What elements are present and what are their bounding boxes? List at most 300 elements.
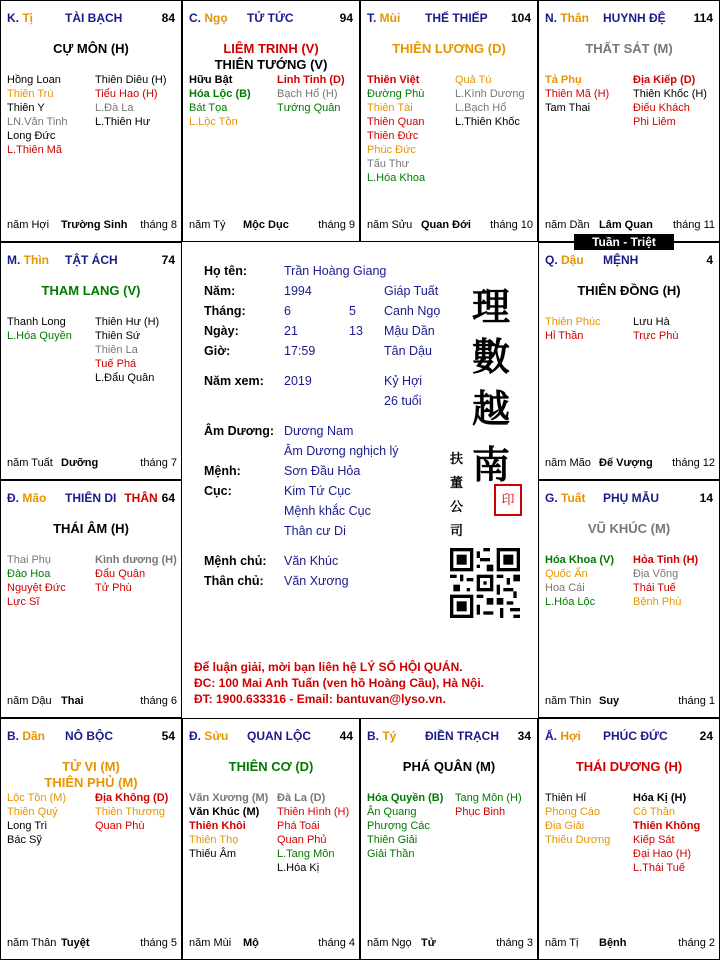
minor-star: Kình dương (H) — [95, 554, 177, 566]
palace-cell-ty[interactable] — [360, 718, 538, 960]
main-stars — [539, 521, 719, 537]
chi-label: Mão — [22, 491, 47, 505]
main-star: THIÊN TƯỚNG (V) — [214, 57, 328, 72]
minor-star: Thiên Mã (H) — [545, 88, 610, 100]
palace-name: PHỤ MẪU — [603, 491, 659, 505]
can-chi — [7, 491, 46, 505]
palace-header — [367, 11, 531, 27]
month-label: tháng 8 — [140, 219, 177, 231]
minor-star: Đào Hoa — [7, 568, 51, 580]
minor-star: Văn Khúc (M) — [189, 806, 260, 818]
minor-star: L.Hóa Kị — [277, 862, 320, 874]
life-stage: Tử — [421, 937, 436, 949]
minor-star: Long Đức — [7, 130, 56, 142]
minor-star: Thiên Khốc (H) — [633, 88, 707, 100]
minor-star: Hồng Loan — [7, 74, 61, 86]
palace-number: 104 — [510, 11, 531, 25]
main-star: CỰ MÔN (H) — [53, 41, 129, 56]
palace-number: 44 — [339, 729, 353, 743]
minor-star: Tiểu Hao (H) — [95, 88, 158, 100]
minor-star: Phi Liêm — [633, 116, 676, 128]
stars-column-right — [633, 553, 698, 609]
stars-column-right — [277, 791, 349, 875]
contact-address: ĐC: 100 Mai Anh Tuấn (ven hồ Hoàng Cầu), Hà Nội. — [194, 676, 485, 690]
minor-star: Thiên Đức — [367, 130, 419, 142]
palace-number: 24 — [699, 729, 713, 743]
stars-column-right — [95, 791, 168, 833]
year-label: năm Mão — [545, 457, 591, 469]
minor-star: L.Đẩu Quân — [95, 372, 155, 384]
can-chi — [189, 729, 228, 743]
palace-header — [367, 729, 531, 745]
palace-footer — [367, 219, 533, 233]
palace-footer — [7, 937, 177, 951]
chi-label: Sửu — [204, 729, 229, 743]
stars-column-left — [7, 553, 66, 609]
stars-column-right — [95, 315, 159, 385]
chi-label: Tuất — [561, 491, 586, 505]
palace-header — [545, 11, 713, 27]
minor-star: Tử Phù — [95, 582, 132, 594]
can-label: N. — [545, 11, 561, 25]
palace-name: PHÚC ĐỨC — [603, 729, 668, 743]
palace-footer — [367, 937, 533, 951]
minor-star: L.Hóa Quyền — [7, 330, 72, 342]
minor-star: Trực Phù — [633, 330, 679, 342]
chi-label: Tị — [22, 11, 34, 25]
stars-column-right — [95, 553, 177, 595]
chi-label: Mùi — [379, 11, 401, 25]
palace-name: TÀI BẠCH — [65, 11, 123, 25]
minor-star: Điếu Khách — [633, 102, 690, 114]
palace-name: NÔ BỘC — [65, 729, 113, 743]
than-marker: THÂN — [124, 491, 158, 505]
seal-sub-3: 公 — [450, 500, 464, 515]
minor-star: Phong Cáo — [545, 806, 601, 818]
center-info-panel — [182, 242, 538, 718]
month-label: tháng 12 — [672, 457, 715, 469]
palace-cell-thin[interactable] — [0, 242, 182, 480]
palace-cell-suu[interactable] — [182, 718, 360, 960]
chi-label: Hợi — [560, 729, 581, 743]
amduong-value: Dương Nam — [284, 424, 354, 438]
minor-star: Thiên Giải — [367, 834, 418, 846]
minor-star: Bát Tọa — [189, 102, 228, 114]
chi-label: Thân — [560, 11, 590, 25]
life-stage: Trường Sinh — [61, 219, 128, 231]
minor-star: Thai Phụ — [7, 554, 52, 566]
month-label: tháng 6 — [140, 695, 177, 707]
stars-column-right — [633, 73, 707, 129]
palace-number: 74 — [161, 253, 175, 267]
minor-star: Tuế Phá — [95, 358, 137, 370]
minor-star: Linh Tinh (D) — [277, 74, 345, 86]
year-label: năm Thìn — [545, 695, 592, 707]
palace-header — [189, 11, 353, 27]
main-stars — [183, 759, 359, 775]
minor-star: Thiên Y — [7, 102, 45, 114]
minor-star: Lưu Hà — [633, 316, 670, 328]
than-cu: Thân cư Di — [284, 524, 346, 538]
minor-star: L.Thái Tuế — [633, 862, 685, 874]
life-stage: Mộc Dục — [243, 219, 289, 231]
palace-footer — [7, 457, 177, 471]
view-year-value: 2019 — [284, 374, 312, 388]
palace-header — [7, 253, 175, 269]
tuan-triet-tag: Tuần - Triệt — [574, 234, 674, 250]
year-label: năm Sửu — [367, 219, 413, 231]
minor-star: Thiên Hình (H) — [277, 806, 350, 818]
stars-column-right — [277, 73, 345, 115]
minor-star: Bác Sỹ — [7, 834, 42, 846]
minor-star: Thiên Hỉ — [545, 792, 586, 804]
minor-star: Hóa Kị (H) — [633, 792, 687, 804]
main-star: PHÁ QUÂN (M) — [402, 759, 496, 774]
day-can: Mậu Dần — [384, 324, 435, 338]
palace-footer — [7, 219, 177, 233]
palace-cell-mui[interactable] — [360, 0, 538, 242]
stars-column-left — [7, 73, 68, 157]
palace-header — [7, 491, 175, 507]
minor-star: Giải Thần — [367, 848, 415, 860]
can-chi — [189, 11, 228, 25]
palace-footer — [189, 219, 355, 233]
month-label: tháng 10 — [490, 219, 533, 231]
minor-star: Văn Xương (M) — [189, 792, 269, 804]
minor-star: Hoa Cái — [545, 582, 585, 594]
minor-star: Đại Hao (H) — [633, 848, 692, 860]
month-label: tháng 3 — [496, 937, 533, 949]
minor-star: Tướng Quân — [277, 102, 341, 114]
minor-star: Tấu Thư — [367, 158, 410, 170]
can-label: C. — [189, 11, 205, 25]
minor-star: Hóa Lộc (B) — [189, 88, 251, 100]
life-stage: Đế Vượng — [599, 457, 653, 469]
view-year-label: Năm xem: — [204, 374, 264, 388]
stars-column-right — [455, 791, 522, 819]
year-label: năm Dần — [545, 219, 590, 231]
can-chi — [7, 729, 45, 743]
minor-star: L.Thiên Hư — [95, 116, 151, 128]
palace-footer — [7, 695, 177, 709]
palace-header — [189, 729, 353, 745]
main-star: THẤT SÁT (M) — [585, 41, 673, 56]
day-value: 21 — [284, 324, 298, 338]
month-label: tháng 1 — [678, 695, 715, 707]
minor-star: Quả Tú — [455, 74, 492, 86]
palace-header — [545, 491, 713, 507]
year-label: năm Tý — [189, 219, 226, 231]
palace-number: 34 — [517, 729, 531, 743]
stars-column-left — [189, 73, 251, 129]
palace-cell-than[interactable] — [538, 0, 720, 242]
minor-star: Tang Môn (H) — [455, 792, 522, 804]
main-stars — [361, 759, 537, 775]
month-lunar: 5 — [349, 304, 356, 318]
name-value: Trần Hoàng Giang — [284, 264, 387, 278]
seal-char-3: 越 — [472, 386, 511, 431]
main-star: THIÊN CƠ (D) — [228, 759, 314, 774]
life-stage: Dưỡng — [61, 457, 99, 469]
month-label: tháng 11 — [672, 219, 715, 231]
palace-number: 84 — [161, 11, 175, 25]
thanchu-value: Văn Xương — [284, 574, 349, 588]
can-label: B. — [367, 729, 383, 743]
minor-star: Thiên Diêu (H) — [95, 74, 167, 86]
can-chi — [7, 253, 49, 267]
stars-column-left — [545, 553, 614, 609]
day-label: Ngày: — [204, 324, 239, 338]
minor-star: Bệnh Phù — [633, 596, 682, 608]
stars-column-left — [367, 73, 425, 185]
month-label: tháng 2 — [678, 937, 715, 949]
hour-value: 17:59 — [284, 344, 316, 358]
palace-cell-ngo[interactable] — [182, 0, 360, 242]
minor-star: Thiên Phúc — [545, 316, 601, 328]
stars-column-left — [367, 791, 443, 861]
month-label: tháng 7 — [140, 457, 177, 469]
minor-star: Thiếu Âm — [189, 848, 237, 860]
year-label: năm Mùi — [189, 937, 232, 949]
minor-star: Thiên Thọ — [189, 834, 239, 846]
contact-line-1: Để luận giải, mời bạn liên hệ LÝ SỐ HỘI QUÁN. — [194, 660, 463, 674]
palace-header — [545, 729, 713, 745]
main-stars — [539, 283, 719, 299]
year-value: 1994 — [284, 284, 312, 298]
palace-cell-dan[interactable] — [0, 718, 182, 960]
minor-star: Quốc Ấn — [545, 568, 588, 580]
stars-column-left — [545, 791, 610, 847]
seal-sub-2: 董 — [450, 476, 464, 491]
stars-column-left — [7, 791, 66, 847]
minor-star: Thanh Long — [7, 316, 66, 328]
stars-column-right — [95, 73, 167, 129]
seal-char-2: 數 — [472, 334, 511, 379]
age-value: 26 tuổi — [384, 394, 422, 408]
chi-label: Dần — [22, 729, 46, 743]
minor-star: Thiên Việt — [367, 74, 420, 86]
qr-code-icon[interactable] — [450, 548, 520, 618]
cuc-note: Mệnh khắc Cục — [284, 504, 371, 518]
palace-number: 54 — [161, 729, 175, 743]
palace-footer — [545, 695, 715, 709]
minor-star: Thiên Quý — [7, 806, 58, 818]
can-label: Ấ. — [545, 729, 561, 743]
minor-star: Hỉ Thần — [545, 330, 584, 342]
month-value: 6 — [284, 304, 291, 318]
chi-label: Dậu — [561, 253, 584, 267]
minor-star: Thiên Khôi — [189, 820, 246, 832]
seal-sub-4: 司 — [450, 524, 464, 539]
minor-star: Quan Phủ — [277, 834, 327, 846]
minor-star: Bạch Hổ (H) — [277, 88, 338, 100]
minor-star: Cô Thần — [633, 806, 675, 818]
minor-star: Thiên Thương — [95, 806, 166, 818]
minor-star: Thái Tuế — [633, 582, 676, 594]
amduong-note: Âm Dương nghịch lý — [284, 444, 399, 458]
minor-star: LN.Văn Tinh — [7, 116, 68, 128]
palace-cell-ti[interactable] — [0, 0, 182, 242]
palace-number: 114 — [693, 11, 713, 25]
palace-name: THẾ THIẾP — [425, 11, 488, 25]
minor-star: Thiên Không — [633, 820, 701, 832]
can-label: T. — [367, 11, 380, 25]
main-star: TỬ VI (M) — [62, 759, 120, 774]
menhchu-value: Văn Khúc — [284, 554, 339, 568]
main-star: THIÊN ĐỒNG (H) — [577, 283, 681, 298]
minor-star: Lực Sĩ — [7, 596, 40, 608]
palace-footer — [545, 219, 715, 233]
can-chi — [545, 491, 585, 505]
minor-star: L.Hóa Khoa — [367, 172, 426, 184]
life-stage: Mộ — [243, 937, 259, 949]
main-star: LIÊM TRINH (V) — [223, 41, 319, 56]
minor-star: Lộc Tồn (M) — [7, 792, 67, 804]
hour-label: Giờ: — [204, 344, 231, 358]
minor-star: Thiên Tài — [367, 102, 413, 114]
seal-sub-1: 扶 — [450, 452, 464, 467]
can-chi — [367, 11, 400, 25]
view-year-can: Kỷ Hợi — [384, 374, 423, 388]
stars-column-left — [189, 791, 268, 861]
main-star: THIÊN LƯƠNG (D) — [392, 41, 506, 56]
stars-column-left — [545, 73, 609, 115]
minor-star: Nguyệt Đức — [7, 582, 66, 594]
can-chi — [545, 11, 589, 25]
year-label: năm Tị — [545, 937, 579, 949]
minor-star: Thiên La — [95, 344, 138, 356]
can-chi — [367, 729, 396, 743]
palace-name: THIÊN DI THÂN — [65, 491, 158, 505]
minor-star: Địa Võng — [633, 568, 679, 580]
menh-label: Mệnh: — [204, 464, 241, 478]
can-label: M. — [7, 253, 24, 267]
palace-header — [7, 11, 175, 27]
minor-star: Hóa Khoa (V) — [545, 554, 615, 566]
can-label: K. — [7, 11, 23, 25]
minor-star: L.Kình Dương — [455, 88, 525, 100]
palace-header — [545, 253, 713, 269]
can-chi — [545, 253, 584, 267]
can-chi — [7, 11, 33, 25]
chi-label: Thìn — [23, 253, 49, 267]
minor-star: Đà La (D) — [277, 792, 326, 804]
can-label: G. — [545, 491, 562, 505]
contact-phone-email[interactable]: ĐT: 1900.633316 - Email: bantuvan@lyso.vn. — [194, 692, 446, 706]
minor-star: Phá Toái — [277, 820, 320, 832]
minor-star: Tam Thai — [545, 102, 591, 114]
minor-star: Thiên Quan — [367, 116, 425, 128]
minor-star: Kiếp Sát — [633, 834, 675, 846]
minor-star: L.Tang Môn — [277, 848, 335, 860]
menh-value: Sơn Đầu Hỏa — [284, 464, 361, 478]
minor-star: L.Thiên Khốc — [455, 116, 520, 128]
palace-cell-hoi[interactable] — [538, 718, 720, 960]
minor-star: Phúc Đức — [367, 144, 416, 156]
month-label: tháng 9 — [318, 219, 355, 231]
minor-star: L.Hóa Lộc — [545, 596, 596, 608]
minor-star: Quan Phù — [95, 820, 145, 832]
can-label: Q. — [545, 253, 562, 267]
stars-column-left — [7, 315, 72, 343]
minor-star: Địa Không (D) — [95, 792, 169, 804]
minor-star: Tả Phụ — [545, 74, 582, 86]
minor-star: Địa Kiếp (D) — [633, 74, 696, 86]
minor-star: Hữu Bật — [189, 74, 233, 86]
palace-number: 4 — [706, 253, 713, 267]
minor-star: Phượng Các — [367, 820, 430, 832]
stars-column-right — [633, 315, 678, 343]
minor-star: Địa Giải — [545, 820, 585, 832]
minor-star: L.Bạch Hổ — [455, 102, 507, 114]
palace-number: 64 — [161, 491, 175, 505]
minor-star: L.Thiên Mã — [7, 144, 63, 156]
year-label: năm Hợi — [7, 219, 50, 231]
palace-cell-dau[interactable] — [538, 242, 720, 480]
palace-header — [7, 729, 175, 745]
minor-star: L.Lộc Tồn — [189, 116, 238, 128]
stars-column-right — [455, 73, 525, 129]
minor-star: Thiếu Dương — [545, 834, 611, 846]
main-star: THAM LANG (V) — [41, 283, 141, 298]
palace-cell-mao[interactable] — [0, 480, 182, 718]
main-stars — [361, 41, 537, 57]
year-label: năm Dậu — [7, 695, 52, 707]
hour-can: Tân Dậu — [384, 344, 432, 358]
palace-number: 94 — [339, 11, 353, 25]
minor-star: Long Trì — [7, 820, 48, 832]
main-stars — [539, 759, 719, 775]
palace-name: MỆNH — [603, 253, 639, 267]
can-label: Đ. — [189, 729, 205, 743]
minor-star: Thiên Trù — [7, 88, 54, 100]
year-label: Năm: — [204, 284, 236, 298]
can-label: B. — [7, 729, 23, 743]
main-star: THIÊN PHỦ (M) — [44, 775, 138, 790]
main-stars — [1, 521, 181, 537]
minor-star: Thiên Hư (H) — [95, 316, 160, 328]
month-can: Canh Ngọ — [384, 304, 441, 318]
minor-star: Thiên Sứ — [95, 330, 141, 342]
cuc-label: Cục: — [204, 484, 232, 498]
main-star: THÁI DƯƠNG (H) — [575, 759, 683, 774]
main-stars — [1, 759, 181, 791]
main-stars — [1, 283, 181, 299]
palace-name: QUAN LỘC — [247, 729, 311, 743]
day-lunar: 13 — [349, 324, 363, 338]
minor-star: Hóa Quyền (B) — [367, 792, 444, 804]
life-stage: Quan Đới — [421, 219, 471, 231]
palace-footer — [189, 937, 355, 951]
chi-label: Ngọ — [204, 11, 228, 25]
can-label: Đ. — [7, 491, 23, 505]
minor-star: Đẩu Quân — [95, 568, 146, 580]
palace-name: TẬT ÁCH — [65, 253, 118, 267]
main-stars — [1, 41, 181, 57]
palace-name: ĐIỀN TRẠCH — [425, 729, 499, 743]
can-chi — [545, 729, 581, 743]
amduong-label: Âm Dương: — [204, 424, 275, 438]
palace-cell-tuat[interactable] — [538, 480, 720, 718]
stars-column-right — [633, 791, 700, 875]
chi-label: Tý — [382, 729, 397, 743]
palace-footer — [545, 937, 715, 951]
life-stage: Thai — [61, 695, 84, 707]
red-stamp: 印 — [494, 484, 522, 516]
main-stars — [183, 41, 359, 73]
main-star: THÁI ÂM (H) — [53, 521, 129, 536]
life-stage: Tuyệt — [61, 937, 90, 949]
